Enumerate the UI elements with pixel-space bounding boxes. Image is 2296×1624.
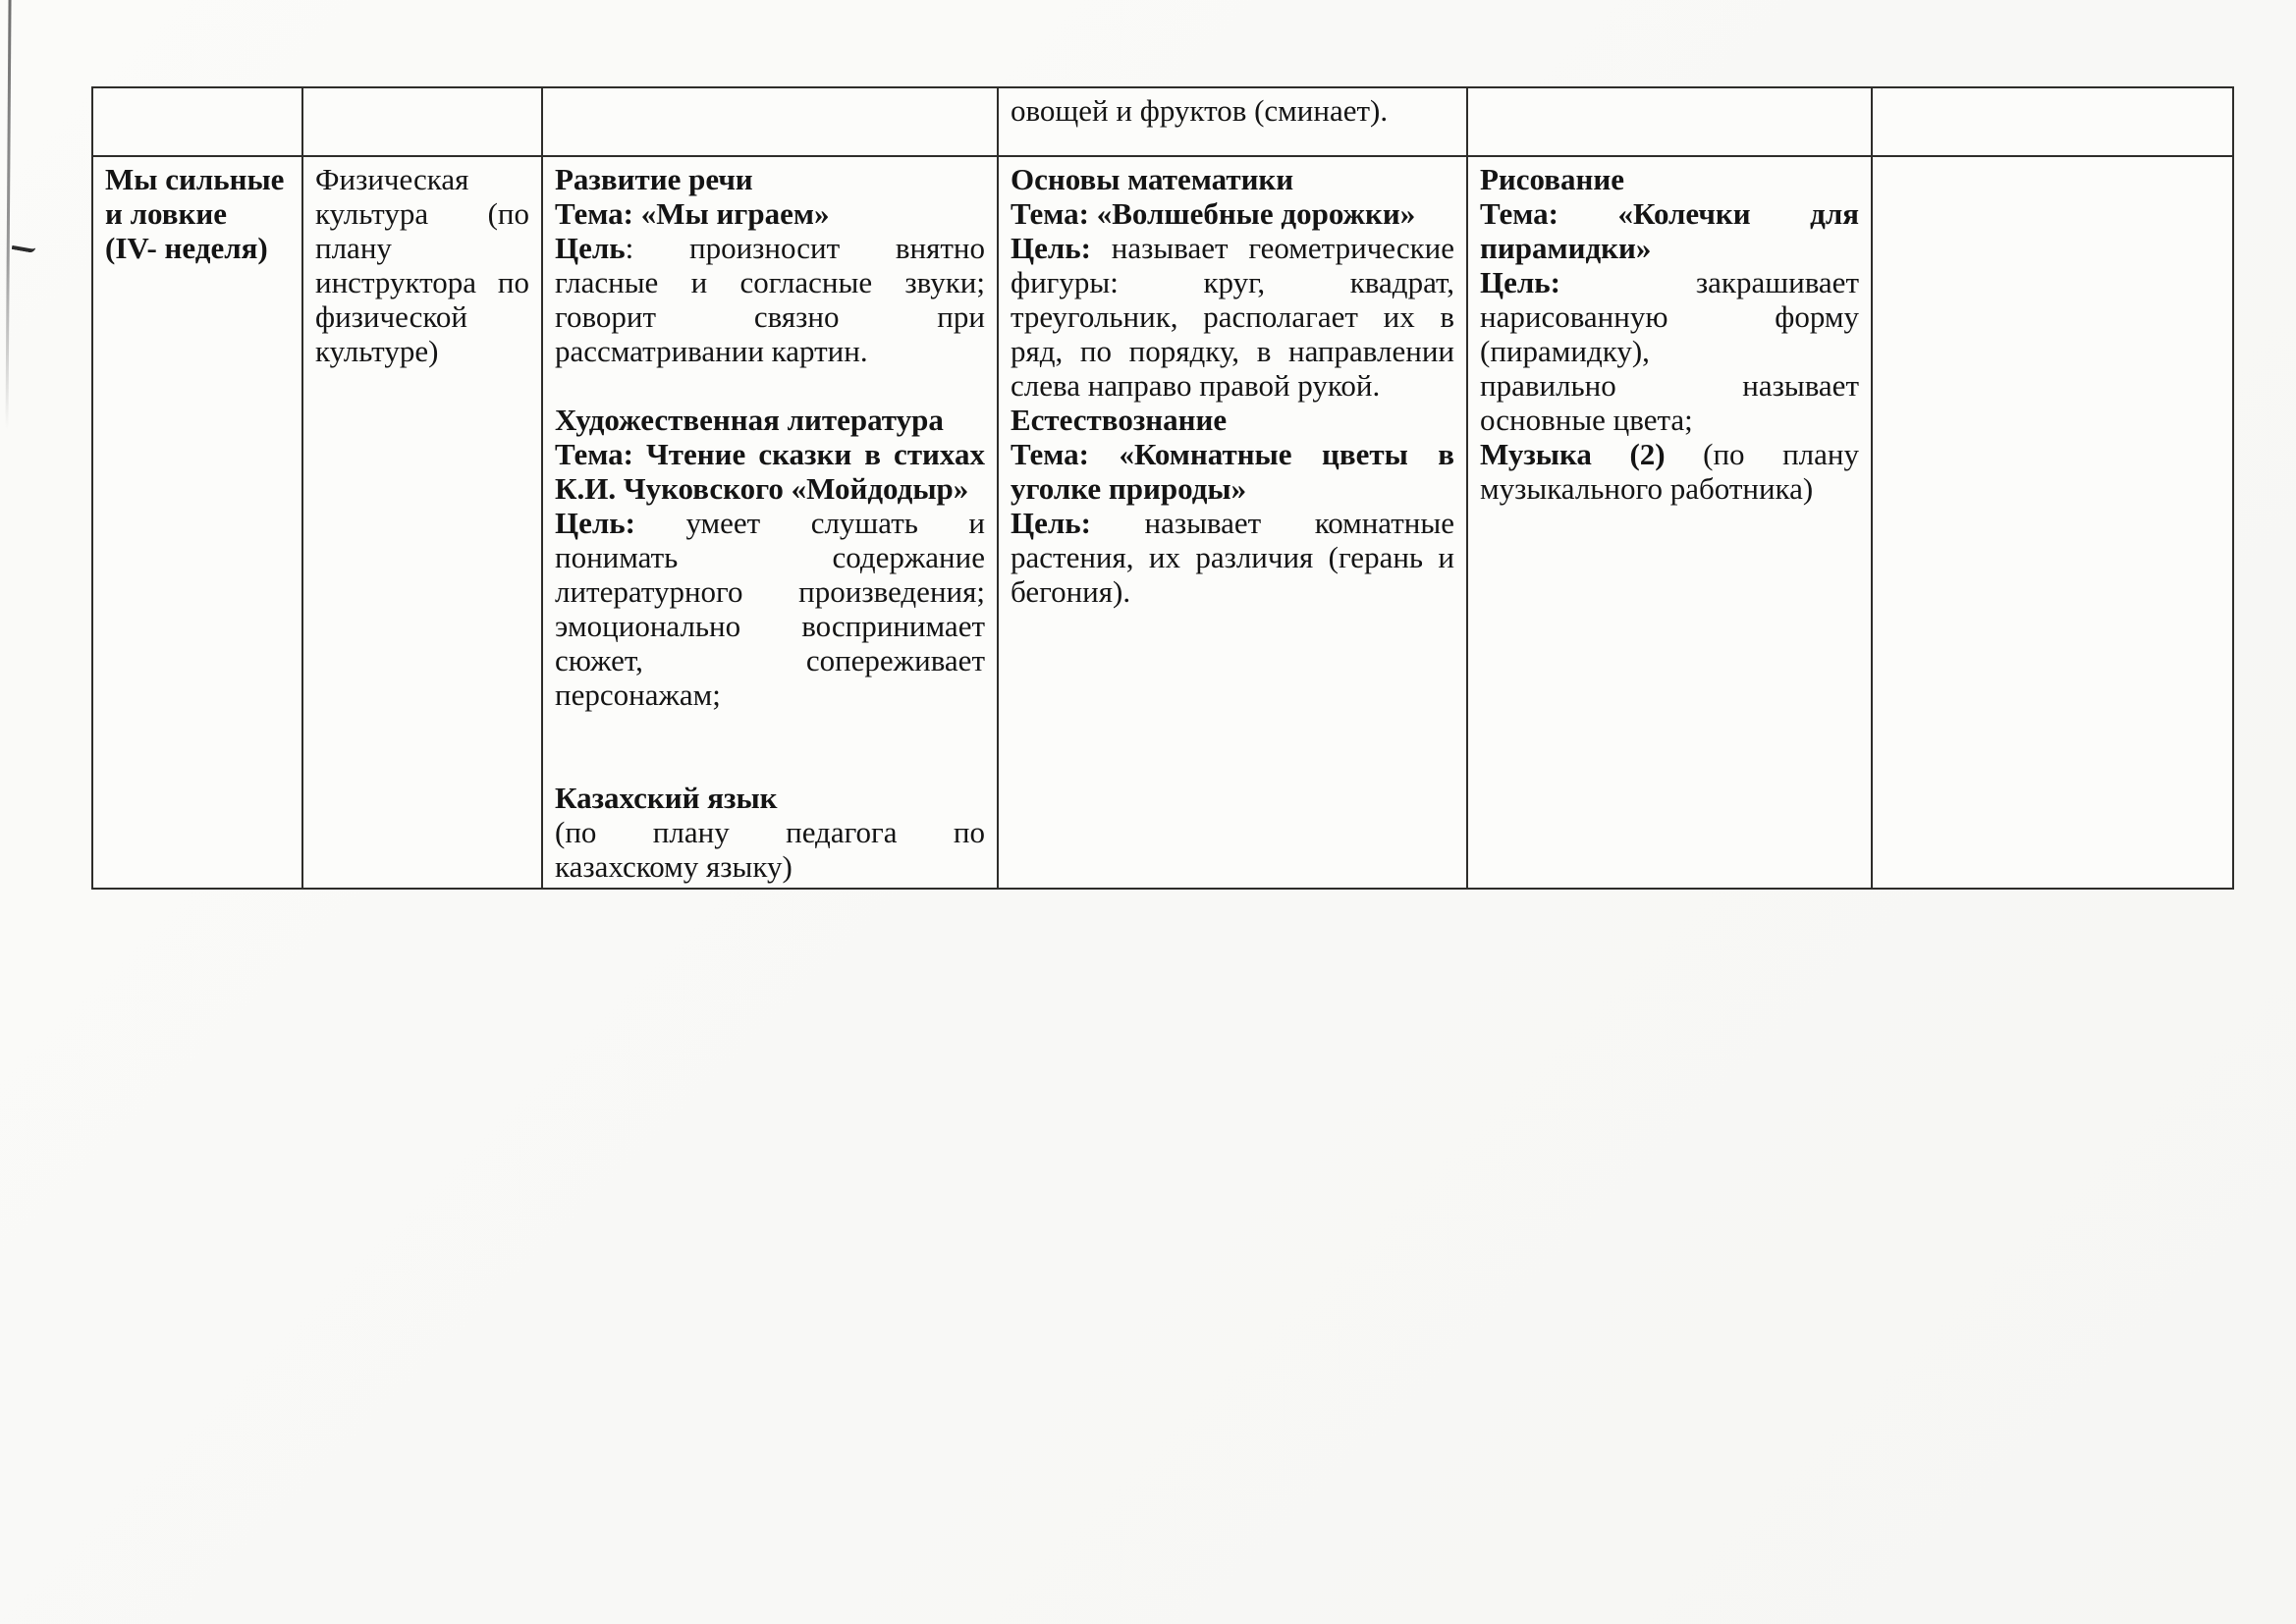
goal-label: Цель: <box>555 506 635 540</box>
spacer <box>555 712 985 781</box>
pen-dash-mark <box>12 244 36 253</box>
week-row <box>92 156 2233 889</box>
music-label: Музыка (2) <box>1480 437 1666 471</box>
continuation-text: овощей и фруктов (сминает). <box>1011 93 1389 128</box>
goal-label: Цель: <box>1480 265 1560 299</box>
week-theme-line: и ловкие <box>105 196 227 231</box>
topic-line: Тема: «Комнатные цветы в уголке природы» <box>1011 437 1454 506</box>
scanner-streak-artifact <box>5 0 11 430</box>
subject-title: Естествознание <box>1011 403 1228 437</box>
cell-empty-art <box>1467 87 1872 156</box>
cell-week-theme <box>92 156 302 889</box>
cell-physical-culture <box>302 156 542 889</box>
week-theme-line: (IV- неделя) <box>105 231 268 265</box>
goal-paragraph <box>555 231 985 368</box>
topic-line: Тема: «Волшебные дорожки» <box>1011 196 1416 231</box>
cell-empty-week <box>92 87 302 156</box>
goal-text: закрашивает нарисованную форму (пирамидку), <box>1480 265 1859 368</box>
goal-text: называет геометрические фигуры: круг, квадрат, треугольник, располагает их в ряд, по порядку, в направлении слева направо правой рукой. <box>1011 231 1454 403</box>
goal-label: Цель: <box>1011 231 1091 265</box>
lesson-plan-table <box>91 86 2234 890</box>
subject-title: Рисование <box>1480 162 1625 196</box>
subject-title: Казахский язык <box>555 781 778 815</box>
goal-text: умеет слушать и понимать содержание литературного произведения; эмоционально воспринимает сюжет, сопереживает персонажам; <box>555 506 985 712</box>
goal-paragraph <box>1480 265 1859 368</box>
goal-paragraph <box>1011 231 1454 403</box>
goal-continuation: правильно называет основные цвета; <box>1480 368 1859 437</box>
music-text: (по плану музыкального работника) <box>1480 437 1859 506</box>
goal-paragraph <box>555 506 985 712</box>
continuation-row <box>92 87 2233 156</box>
music-paragraph <box>1480 437 1859 506</box>
goal-label: Цель: <box>1011 506 1091 540</box>
week-theme-line: Мы сильные <box>105 162 285 196</box>
subject-title: Художественная литература <box>555 403 944 437</box>
cell-speech-development <box>542 156 998 889</box>
cell-art-music <box>1467 156 1872 889</box>
spacer <box>555 368 985 403</box>
plan-note: (по плану педагога по казахскому языку) <box>555 815 985 884</box>
cell-empty-notes <box>1872 156 2233 889</box>
cell-empty-notes <box>1872 87 2233 156</box>
topic-line: Тема: «Мы играем» <box>555 196 830 231</box>
goal-paragraph <box>1011 506 1454 609</box>
subject-title: Основы математики <box>1011 162 1294 196</box>
topic-line: Тема: Чтение сказки в стихах К.И. Чуковского «Мойдодыр» <box>555 437 985 506</box>
cell-empty-speech <box>542 87 998 156</box>
subject-title: Развитие речи <box>555 162 753 196</box>
goal-text: называет комнатные растения, их различия (герань и бегония). <box>1011 506 1454 609</box>
goal-text: : произносит внятно гласные и согласные звуки; говорит связно при рассматривании картин. <box>555 231 985 368</box>
cell-math-science <box>998 156 1467 889</box>
cell-math-continuation <box>998 87 1467 156</box>
cell-empty-physical <box>302 87 542 156</box>
topic-line: Тема: «Колечки для пирамидки» <box>1480 196 1859 265</box>
physical-culture-text: Физическая культура (по плану инструктора по физической культуре) <box>315 162 529 368</box>
goal-label: Цель <box>555 231 626 265</box>
